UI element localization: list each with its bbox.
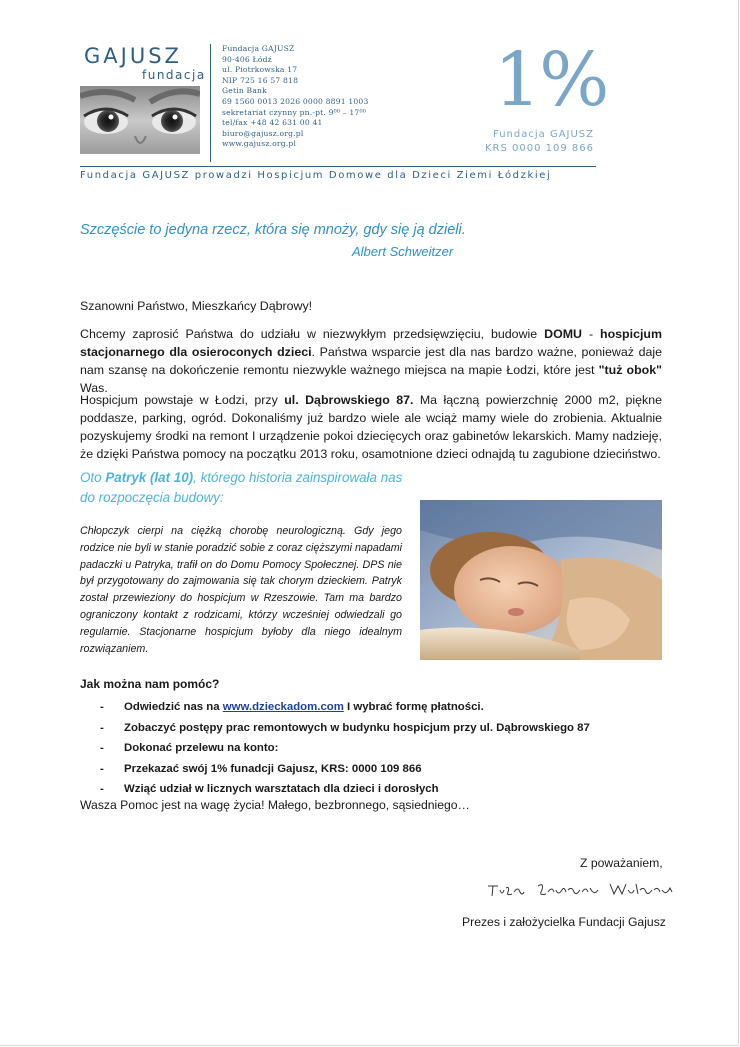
logo-name: GAJUSZ — [84, 44, 182, 68]
list-item-text: Wziąć udział w licznych warsztatach dla dzieci i dorosłych — [124, 783, 439, 796]
website-link[interactable]: www.dzieckadom.com — [222, 701, 344, 713]
sleeping-child-photo — [420, 500, 662, 660]
list-dash: - — [100, 721, 104, 734]
paragraph-text: Ma łączną powierzchnię 2000 m2, piękne poddasze, parking, ogród. Dokonaliśmy już bardzo wiele ale wciąż mamy wiele do zrobienia. Aktualnie pozyskujemy środki na remont I urządzenie pokoi dziecięcych oraz gabinetów lekarskich. Mamy nadzieję, że dzięki Państwa pomocy na początku 2013 roku, osamotnione dzieci odnajdą tu zagubione dzieciństwo. — [80, 393, 662, 461]
story-heading-name: Patryk (lat 10) — [105, 470, 194, 485]
list-item-text: I wybrać formę płatności. — [343, 701, 484, 713]
contact-line: Getin Bank — [222, 86, 267, 96]
one-percent-krs: KRS 0000 109 866 — [484, 143, 594, 154]
paragraph-hospice — [80, 391, 662, 463]
list-item-text: Dokonać przelewu na konto: — [124, 742, 279, 755]
story-text: Chłopczyk cierpi na ciężką chorobę neurologiczną. Gdy jego rodzice nie byli w stanie poradzić sobie z coraz cięższymi napadami padaczki u Patryka, trafił on do Domu Pomocy Społecznej. DPS nie był przygotowany do zajmowania się tak chorym dzieckiem. Patryk został przewieziony do hospicjum w Rzeszowie. Tam ma bardzo ograniczony kontakt z rodzicami, którzy wcześniej odwiedzali go regularnie. Stacjonarne hospicjum byłoby dla niego idealnym rozwiązaniem. — [80, 525, 402, 655]
letterhead-divider-vertical — [210, 44, 211, 162]
paragraph-invitation — [80, 325, 662, 397]
quote-author: Albert Schweitzer — [352, 244, 454, 259]
list-dash: - — [100, 742, 104, 755]
list-dash: - — [100, 701, 104, 713]
child-eyes-photo — [80, 86, 200, 154]
list-dash: - — [100, 762, 104, 775]
paragraph-bold: DOMU — [544, 327, 582, 341]
paragraph-bold: hospicjum stacjonarnego dla osieroconych dzieci — [80, 327, 662, 359]
letterhead-tagline: Fundacja GAJUSZ prowadzi Hospicjum Domowe dla Dzieci Ziemi Łódzkiej — [80, 170, 552, 181]
paragraph-bold: "tuż obok" — [598, 363, 662, 377]
closing-line: Wasza Pomoc jest na wagę życia! Małego, bezbronnego, sąsiedniego… — [80, 798, 470, 812]
handwritten-signature — [486, 878, 676, 900]
contact-block — [222, 44, 369, 150]
list-item — [100, 779, 590, 800]
list-item-text: Przekazać swój 1% funadcji Gajusz, KRS: 0000 109 866 — [124, 762, 422, 775]
logo-subtitle: fundacja — [142, 68, 206, 82]
contact-website-link[interactable]: www.gajusz.org.pl — [222, 139, 297, 149]
paragraph-text: - — [581, 327, 601, 341]
paragraph-bold: ul. Dąbrowskiego 87. — [284, 393, 414, 407]
contact-line: 90-406 Łódź — [222, 54, 272, 64]
regards: Z poważaniem, — [580, 856, 663, 870]
contact-line: 69 1560 0013 2026 0000 8891 1003 — [222, 96, 369, 106]
signatory-role: Prezes i założycielka Fundacji Gajusz — [462, 915, 666, 929]
contact-line: sekretariat czynny pn.-pt. 9⁰⁰ – 17⁰⁰ — [222, 107, 366, 117]
paragraph-text: Chcemy zaprosić Państwa do udziału w niezwykłym przedsięwzięciu, budowie — [80, 327, 545, 341]
story-heading-text: Oto — [80, 470, 106, 485]
paragraph-text: Hospicjum powstaje w Łodzi, przy — [80, 393, 285, 407]
contact-line: tel/fax +48 42 631 00 41 — [222, 118, 323, 128]
one-percent-caption — [478, 128, 594, 156]
quote-text: Szczęście to jedyna rzecz, która się mnoży, gdy się ją dzieli. — [80, 222, 466, 238]
contact-line: Fundacja GAJUSZ — [222, 44, 295, 53]
list-item-text: Odwiedzić nas na — [124, 701, 223, 713]
contact-line: ul. Piotrkowska 17 — [222, 65, 298, 75]
paragraph-text: Was. — [80, 381, 108, 395]
one-percent-mark: 1% — [494, 37, 608, 123]
contact-email-link[interactable]: biuro@gajusz.org.pl — [222, 128, 304, 138]
paragraph-text: . Państwa wsparcie jest dla nas bardzo ważne, ponieważ daje nam szansę na dokończenie remontu niezwykle ważnego miejsca na mapie Łodzi, które jest — [80, 345, 662, 377]
list-item — [100, 759, 590, 780]
story-heading — [80, 468, 420, 508]
contact-line: NIP 725 16 57 818 — [222, 75, 299, 85]
list-item — [100, 718, 590, 739]
one-percent-org: Fundacja GAJUSZ — [493, 129, 594, 140]
list-item — [100, 738, 590, 759]
help-title: Jak można nam pomóc? — [80, 677, 220, 691]
help-list — [100, 697, 590, 800]
list-item — [100, 697, 590, 718]
salutation: Szanowni Państwo, Mieszkańcy Dąbrowy! — [80, 299, 313, 313]
list-item-text: Zobaczyć postępy prac remontowych w budynku hospicjum przy ul. Dąbrowskiego 87 — [124, 721, 590, 734]
letterhead-divider-horizontal — [80, 166, 596, 167]
story-heading-text: , którego historia zainspirowała nas do rozpoczęcia budowy: — [80, 470, 403, 505]
list-dash: - — [100, 783, 104, 796]
